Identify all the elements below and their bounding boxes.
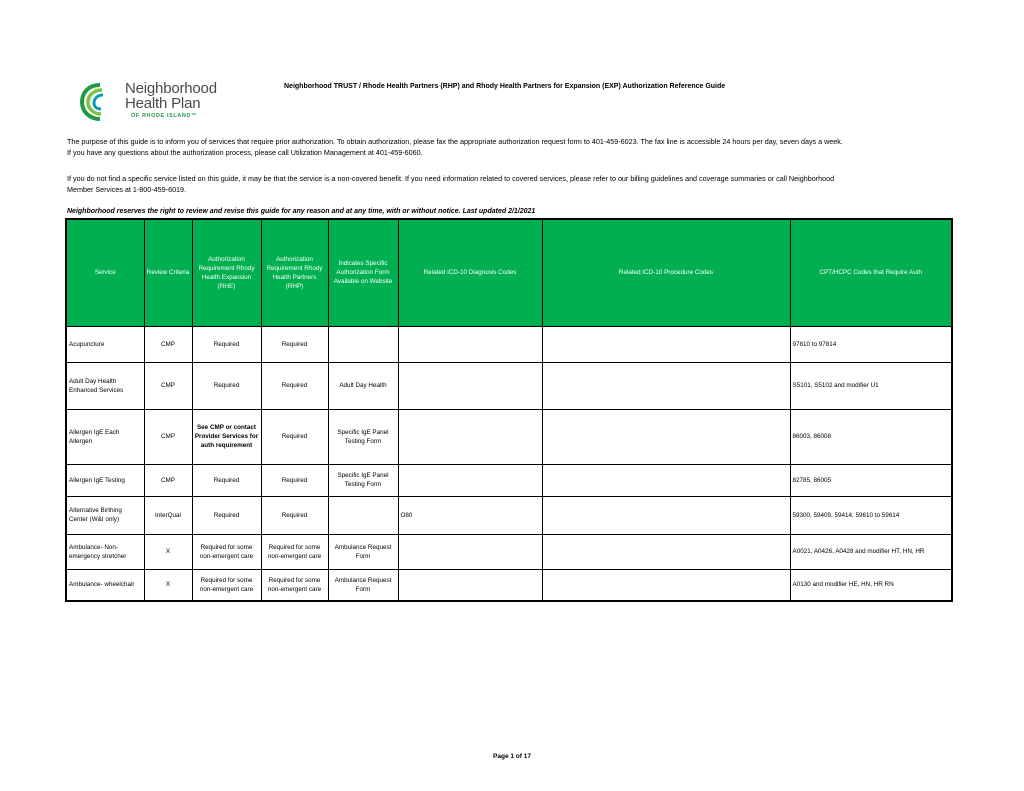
coverage-paragraph [67, 173, 834, 195]
cell-review-criteria: CMP [144, 326, 192, 362]
cell-auth-rhe: Required for some non-emergent care [192, 534, 261, 569]
header-icd10-diagnosis: Related ICD-10 Diagnosis Codes [398, 219, 542, 326]
cell-auth-rhe: Required [192, 464, 261, 496]
authorization-table [65, 218, 953, 602]
cell-auth-form: Adult Day Health [328, 362, 398, 409]
cell-icd10-procedure [542, 569, 790, 601]
logo-swirl-icon [78, 81, 122, 123]
logo-text-line2: Health Plan [125, 95, 201, 112]
cell-icd10-diagnosis: O80 [398, 496, 542, 534]
cell-cpt-hcpc: 59300, 59409, 59414, 59610 to 59614 [790, 496, 952, 534]
cell-auth-rhe: Required [192, 496, 261, 534]
cell-service: Adult Day Health Enhanced Services [66, 362, 144, 409]
cell-auth-rhp: Required [261, 496, 328, 534]
cell-auth-rhp: Required for some non-emergent care [261, 569, 328, 601]
header-service: Service [66, 219, 144, 326]
table-row [66, 326, 952, 362]
intro-line-1: The purpose of this guide is to inform you of services that require prior authorization. To obtain authorization, please fax the appropriate authorization request form to 401-459-6023. The fax line is accessible 24 hours per day, seven days a week. [67, 137, 843, 146]
cell-review-criteria: CMP [144, 362, 192, 409]
cell-icd10-diagnosis [398, 326, 542, 362]
cell-service: Alternative Birthing Center (W&I only) [66, 496, 144, 534]
header-auth-form: Indicates Specific Authorization Form Available on Website [328, 219, 398, 326]
cell-auth-form [328, 326, 398, 362]
logo-text-line3: OF RHODE ISLAND™ [131, 113, 198, 119]
neighborhood-logo [78, 79, 238, 125]
table-row [66, 464, 952, 496]
header-auth-rhe: Authorization Requirement Rhody Health Expansion (RHE) [192, 219, 261, 326]
cell-icd10-diagnosis [398, 464, 542, 496]
cell-review-criteria: X [144, 569, 192, 601]
cell-service: Allergen IgE Testing [66, 464, 144, 496]
header-icd10-procedure: Related ICD-10 Procedure Codes [542, 219, 790, 326]
cell-auth-rhp: Required [261, 409, 328, 464]
intro-paragraph [67, 136, 843, 158]
page-number: Page 1 of 17 [493, 753, 531, 760]
table-header-row [66, 219, 952, 326]
cell-service: Ambulance- wheelchair [66, 569, 144, 601]
cell-cpt-hcpc: A0130 and modifier HE, HN, HR RN [790, 569, 952, 601]
cell-cpt-hcpc: 86003, 86008 [790, 409, 952, 464]
table-row [66, 362, 952, 409]
cell-icd10-procedure [542, 326, 790, 362]
header-review-criteria: Review Criteria [144, 219, 192, 326]
cell-icd10-procedure [542, 534, 790, 569]
cell-auth-rhp: Required [261, 464, 328, 496]
cell-service: Allergen IgE Each Allergen [66, 409, 144, 464]
cell-service: Acupuncture [66, 326, 144, 362]
cell-auth-rhe: Required [192, 362, 261, 409]
header-cpt-hcpc: CPT/HCPC Codes that Require Auth [790, 219, 952, 326]
cell-auth-form: Ambulance Request Form [328, 534, 398, 569]
cell-auth-form [328, 496, 398, 534]
revision-notice: Neighborhood reserves the right to review and revise this guide for any reason and at any time, with or without notice. Last updated 2/1/2021 [67, 208, 536, 215]
logo-text-line1: Neighborhood [125, 80, 217, 97]
cell-icd10-procedure [542, 409, 790, 464]
document-title: Neighborhood TRUST / Rhode Health Partners (RHP) and Rhody Health Partners for Expansion (EXP) Authorization Reference Guide [284, 83, 726, 90]
intro-line-2: If you have any questions about the authorization process, please call Utilization Management at 401-459-6060. [67, 148, 423, 157]
coverage-line-1: If you do not find a specific service listed on this guide, it may be that the service is a non-covered benefit. If you need information related to covered services, please refer to our billing guidelines and coverage summaries or call Neighborhood [67, 174, 835, 183]
cell-review-criteria: InterQual [144, 496, 192, 534]
cell-icd10-diagnosis [398, 534, 542, 569]
cell-cpt-hcpc: A0021, A0426, A0428 and modifier HT, HN, HR [790, 534, 952, 569]
cell-auth-rhp: Required for some non-emergent care [261, 534, 328, 569]
cell-review-criteria: CMP [144, 409, 192, 464]
cell-icd10-procedure [542, 362, 790, 409]
cell-auth-form: Specific IgE Panel Testing Form [328, 464, 398, 496]
table-row [66, 569, 952, 601]
cell-auth-rhe: Required for some non-emergent care [192, 569, 261, 601]
header-auth-rhp: Authorization Requirement Rhody Health Partners (RHP) [261, 219, 328, 326]
cell-review-criteria: CMP [144, 464, 192, 496]
cell-icd10-diagnosis [398, 362, 542, 409]
cell-auth-form: Specific IgE Panel Testing Form [328, 409, 398, 464]
cell-service: Ambulance- Non-emergency stretcher [66, 534, 144, 569]
cell-icd10-procedure [542, 496, 790, 534]
cell-cpt-hcpc: S5101, S5102 and modifier U1 [790, 362, 952, 409]
cell-icd10-diagnosis [398, 569, 542, 601]
cell-cpt-hcpc: 97810 to 97814 [790, 326, 952, 362]
cell-auth-rhe: See CMP or contact Provider Services for auth requirement [192, 409, 261, 464]
cell-auth-rhp: Required [261, 362, 328, 409]
table-row [66, 534, 952, 569]
cell-review-criteria: X [144, 534, 192, 569]
cell-icd10-procedure [542, 464, 790, 496]
cell-auth-rhp: Required [261, 326, 328, 362]
cell-icd10-diagnosis [398, 409, 542, 464]
coverage-line-2: Member Services at 1-800-459-6019. [67, 185, 187, 194]
cell-auth-rhe: Required [192, 326, 261, 362]
table-row [66, 409, 952, 464]
table-row [66, 496, 952, 534]
cell-cpt-hcpc: 82785, 86005 [790, 464, 952, 496]
cell-auth-form: Ambulance Request Form [328, 569, 398, 601]
